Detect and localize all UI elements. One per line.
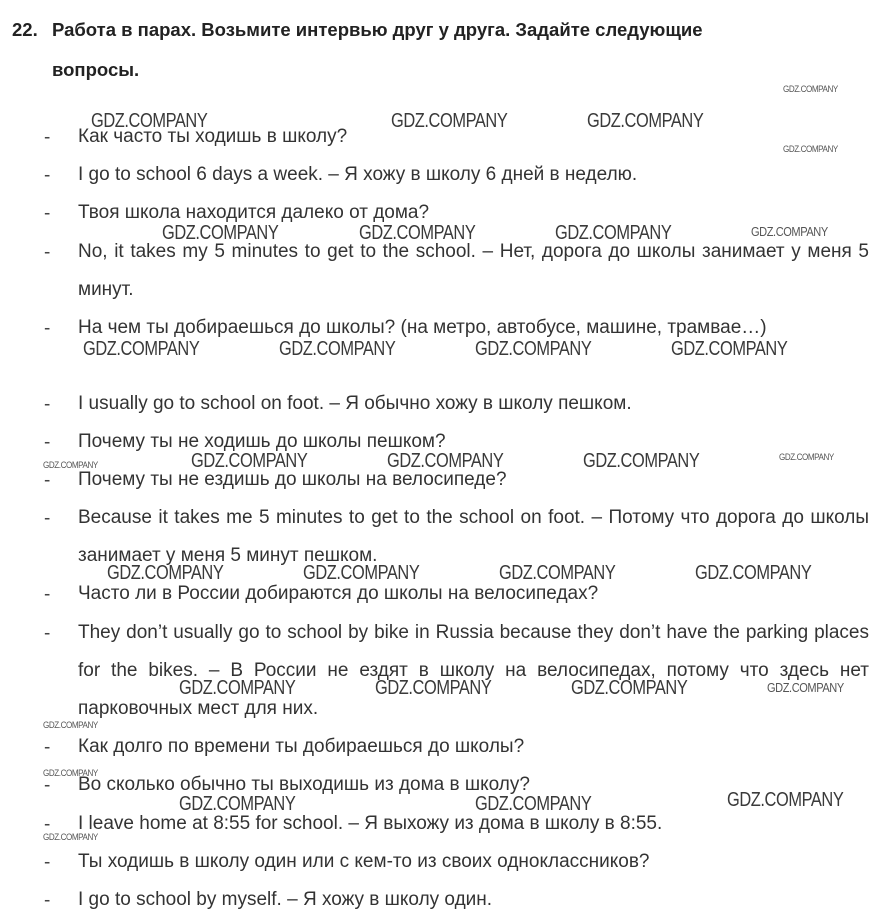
watermark: GDZ.COMPANY — [179, 677, 296, 699]
list-item-text: I leave home at 8:55 for school. – Я выхожу из дома в школу в 8:55. — [78, 813, 663, 834]
watermark: GDZ.COMPANY — [783, 144, 838, 155]
watermark: GDZ.COMPANY — [583, 450, 700, 472]
list-dash: - — [44, 508, 51, 529]
watermark: GDZ.COMPANY — [671, 338, 788, 360]
watermark: GDZ.COMPANY — [391, 110, 508, 132]
watermark: GDZ.COMPANY — [83, 338, 200, 360]
task-number: 22. — [12, 19, 38, 40]
list-item-text: They don’t usually go to school by bike in Russia because they don’t have the parking places for the bikes. – В России не ездят в школу на велосипедах, потому что здесь нет парковочных мест для них. — [78, 622, 869, 719]
watermark: GDZ.COMPANY — [191, 450, 308, 472]
list-item-text: Ты ходишь в школу один или с кем-то из своих одноклассников? — [78, 851, 650, 872]
list-item-text: Часто ли в России добираются до школы на велосипедах? — [78, 583, 599, 604]
list-dash: - — [44, 127, 51, 148]
list-dash: - — [44, 584, 51, 605]
list-item-text: Почему ты не ездишь до школы на велосипеде? — [78, 469, 507, 490]
list-dash: - — [44, 623, 51, 644]
watermark: GDZ.COMPANY — [695, 562, 812, 584]
list-item-text: Как долго по времени ты добираешься до школы? — [78, 736, 525, 757]
task-header — [12, 10, 872, 90]
list-dash: - — [44, 814, 51, 835]
list-dash: - — [44, 432, 51, 453]
list-dash: - — [44, 470, 51, 491]
list-item-text: Почему ты не ходишь до школы пешком? — [78, 431, 446, 452]
watermark: GDZ.COMPANY — [107, 562, 224, 584]
watermark: GDZ.COMPANY — [387, 450, 504, 472]
list-dash: - — [44, 318, 51, 339]
list-item-text: I go to school 6 days a week. – Я хожу в школу 6 дней в неделю. — [78, 164, 638, 185]
watermark: GDZ.COMPANY — [783, 84, 838, 95]
list-dash: - — [44, 203, 51, 224]
list-item-text: I usually go to school on foot. – Я обычно хожу в школу пешком. — [78, 393, 632, 414]
list-item-text: No, it takes my 5 minutes to get to the school. – Нет, дорога до школы занимает у меня 5 минут. — [78, 241, 869, 300]
list-item-text: Because it takes me 5 minutes to get to the school on foot. – Потому что дорога до школы занимает у меня 5 минут пешком. — [78, 507, 869, 566]
list-dash: - — [44, 737, 51, 758]
task-title-line2: вопросы. — [52, 59, 140, 80]
list-item-text: Во сколько обычно ты выходишь из дома в школу? — [78, 774, 530, 795]
watermark: GDZ.COMPANY — [91, 110, 208, 132]
watermark: GDZ.COMPANY — [43, 720, 98, 731]
watermark: GDZ.COMPANY — [279, 338, 396, 360]
watermark: GDZ.COMPANY — [43, 768, 98, 779]
watermark: GDZ.COMPANY — [359, 222, 476, 244]
watermark: GDZ.COMPANY — [475, 338, 592, 360]
list-dash: - — [44, 394, 51, 415]
list-dash: - — [44, 890, 51, 911]
watermark: GDZ.COMPANY — [767, 680, 844, 695]
list-item-text: На чем ты добираешься до школы? (на метро, автобусе, машине, трамвае…) — [78, 317, 767, 338]
list-dash: - — [44, 242, 51, 263]
watermark: GDZ.COMPANY — [179, 793, 296, 815]
watermark: GDZ.COMPANY — [475, 793, 592, 815]
watermark: GDZ.COMPANY — [162, 222, 279, 244]
list-item-text: Твоя школа находится далеко от дома? — [78, 202, 430, 223]
watermark: GDZ.COMPANY — [43, 460, 98, 471]
task-title-line1: Работа в парах. Возьмите интервью друг у друга. Задайте следующие — [52, 19, 703, 40]
list-item-text: Как часто ты ходишь в школу? — [78, 126, 348, 147]
watermark: GDZ.COMPANY — [727, 789, 844, 811]
watermark: GDZ.COMPANY — [571, 677, 688, 699]
watermark: GDZ.COMPANY — [587, 110, 704, 132]
watermark: GDZ.COMPANY — [751, 224, 828, 239]
watermark: GDZ.COMPANY — [499, 562, 616, 584]
watermark: GDZ.COMPANY — [555, 222, 672, 244]
list-dash: - — [44, 165, 51, 186]
watermark: GDZ.COMPANY — [375, 677, 492, 699]
watermark: GDZ.COMPANY — [43, 832, 98, 843]
list-item-text: I go to school by myself. – Я хожу в школу один. — [78, 889, 493, 910]
list-dash: - — [44, 775, 51, 796]
list-dash: - — [44, 852, 51, 873]
watermark: GDZ.COMPANY — [303, 562, 420, 584]
watermark: GDZ.COMPANY — [779, 452, 834, 463]
